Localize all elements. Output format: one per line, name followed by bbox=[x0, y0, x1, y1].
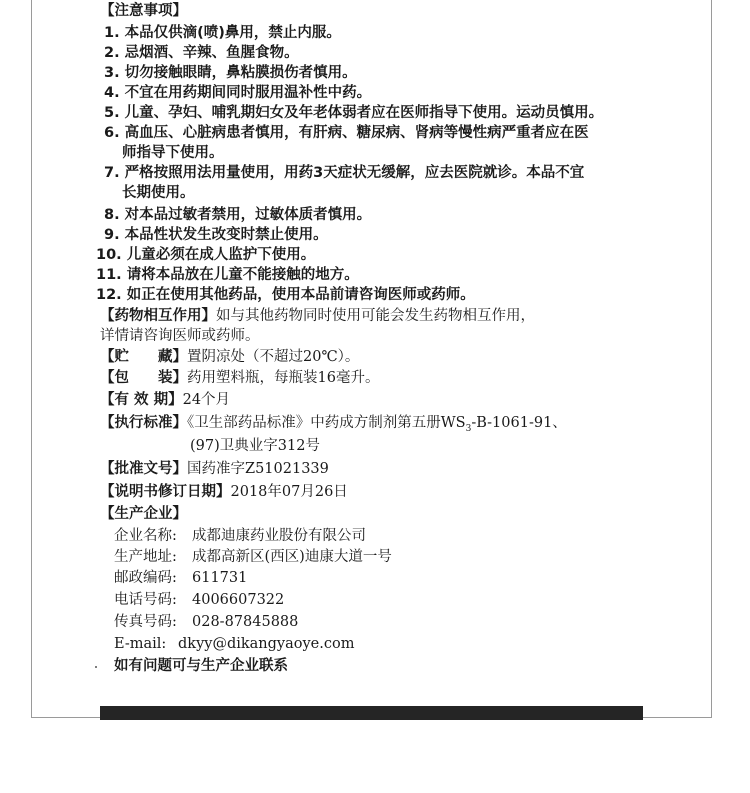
precaution-item: 12. 如正在使用其他药品，使用本品前请咨询医师或药师。 bbox=[96, 287, 475, 303]
packaging-row bbox=[100, 369, 379, 387]
precaution-item: 11. 请将本品放在儿童不能接触的地方。 bbox=[96, 267, 359, 283]
standard-value bbox=[187, 415, 567, 434]
manufacturer-postcode-value: 611731 bbox=[192, 570, 248, 586]
validity-value: 24个月 bbox=[182, 392, 231, 408]
bottom-dark-bar bbox=[100, 706, 643, 720]
revision-row bbox=[100, 483, 348, 501]
manufacturer-fax-label: 传真号码: bbox=[114, 614, 177, 630]
storage-row bbox=[100, 348, 359, 366]
precaution-item: 7. 严格按照用法用量使用，用药3天症状无缓解，应去医院就诊。本品不宜 bbox=[104, 165, 585, 181]
approval-value: 国药准字Z51021339 bbox=[187, 461, 329, 477]
precautions-header: 【注意事项】 bbox=[100, 3, 187, 19]
manufacturer-phone-label: 电话号码: bbox=[114, 592, 177, 608]
precaution-item: 10. 儿童必须在成人监护下使用。 bbox=[96, 247, 316, 263]
validity-label: 【有 效 期】 bbox=[100, 392, 183, 408]
storage-label: 【贮 藏】 bbox=[100, 349, 187, 365]
storage-value: 置阴凉处（不超过20℃）。 bbox=[187, 349, 360, 365]
drug-interaction-text-continued: 详情请咨询医师或药师。 bbox=[100, 328, 260, 344]
precaution-item: 2. 忌烟酒、辛辣、鱼腥食物。 bbox=[104, 45, 299, 61]
standard-value-tail: -B-1061-91、 bbox=[471, 415, 567, 431]
stray-dot bbox=[95, 666, 97, 668]
manufacturer-name-value: 成都迪康药业股份有限公司 bbox=[192, 528, 366, 544]
standard-value-continued: (97)卫典业字312号 bbox=[190, 438, 320, 454]
precaution-item: 6. 高血压、心脏病患者慎用，有肝病、糖尿病、肾病等慢性病严重者应在医 bbox=[104, 125, 589, 141]
approval-row bbox=[100, 460, 329, 478]
validity-row bbox=[100, 391, 230, 409]
manufacturer-email-value: dkyy@dikangyaoye.com bbox=[178, 636, 355, 652]
precaution-item: 8. 对本品过敏者禁用，过敏体质者慎用。 bbox=[104, 207, 372, 223]
precaution-item: 1. 本品仅供滴(喷)鼻用，禁止内服。 bbox=[104, 25, 341, 41]
approval-label: 【批准文号】 bbox=[100, 461, 187, 477]
precaution-item: 3. 切勿接触眼睛，鼻粘膜损伤者慎用。 bbox=[104, 65, 357, 81]
manufacturer-address-label: 生产地址: bbox=[114, 549, 177, 565]
manufacturer-fax-value: 028-87845888 bbox=[192, 614, 299, 630]
drug-interaction-text: 如与其他药物同时使用可能会发生药物相互作用， bbox=[216, 308, 535, 324]
manufacturer-phone-value: 4006607322 bbox=[192, 592, 285, 608]
manufacturer-header: 【生产企业】 bbox=[100, 506, 187, 522]
precaution-item-continued: 师指导下使用。 bbox=[122, 145, 224, 161]
manufacturer-email-label: E-mail: bbox=[114, 636, 167, 652]
manufacturer-address-value: 成都高新区(西区)迪康大道一号 bbox=[192, 549, 392, 565]
precaution-item: 9. 本品性状发生改变时禁止使用。 bbox=[104, 227, 328, 243]
standard-value-main: 《卫生部药品标准》中药成方制剂第五册WS bbox=[187, 415, 466, 431]
precaution-item: 5. 儿童、孕妇、哺乳期妇女及年老体弱者应在医师指导下使用。运动员慎用。 bbox=[104, 105, 604, 121]
manufacturer-postcode-label: 邮政编码: bbox=[114, 570, 177, 586]
standard-label: 【执行标准】 bbox=[100, 415, 187, 431]
standard-row bbox=[100, 414, 567, 438]
drug-interaction-label: 【药物相互作用】 bbox=[100, 308, 216, 324]
packaging-value: 药用塑料瓶，每瓶装16毫升。 bbox=[187, 370, 380, 386]
standard-value-subscript: 3 bbox=[465, 423, 472, 434]
precaution-item: 4. 不宜在用药期间同时服用温补性中药。 bbox=[104, 85, 372, 101]
revision-label: 【说明书修订日期】 bbox=[100, 484, 231, 500]
manufacturer-name-label: 企业名称: bbox=[114, 528, 177, 544]
manufacturer-contact-note: 如有问题可与生产企业联系 bbox=[114, 658, 288, 674]
precaution-item-continued: 长期使用。 bbox=[122, 185, 195, 201]
packaging-label: 【包 装】 bbox=[100, 370, 187, 386]
revision-value: 2018年07月26日 bbox=[230, 484, 348, 500]
